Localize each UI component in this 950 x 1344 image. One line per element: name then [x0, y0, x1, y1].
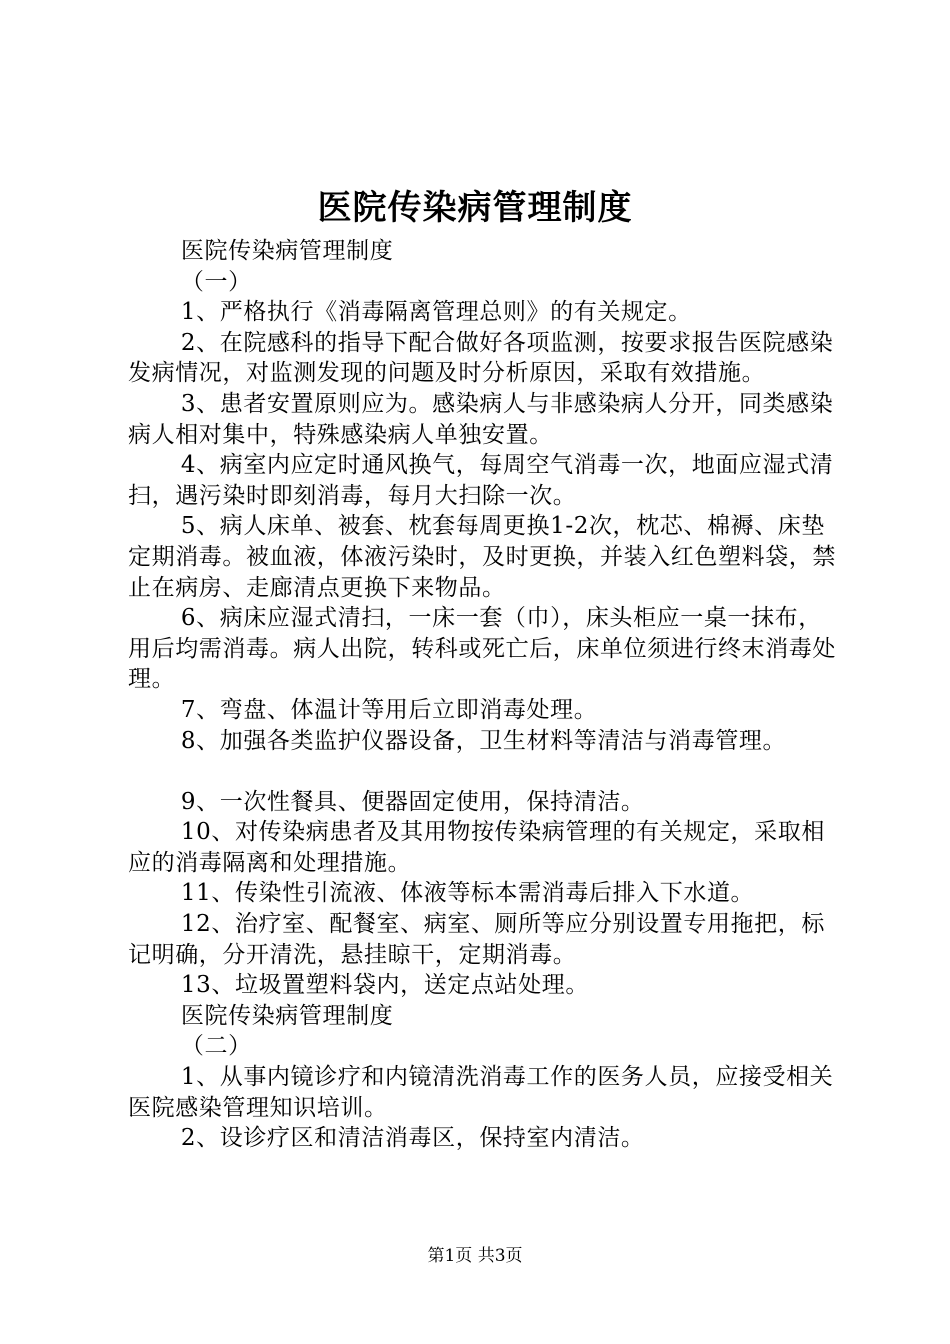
paragraph: 1、严格执行《消毒隔离管理总则》的有关规定。 — [180, 299, 692, 326]
paragraph: 4、病室内应定时通风换气，每周空气消毒一次，地面应湿式清扫，遇污染时即刻消毒，每月大扫除一次。 — [128, 452, 834, 509]
paragraph: 3、患者安置原则应为。感染病人与非感染病人分开，同类感染病人相对集中，特殊感染病人单独安置。 — [128, 390, 834, 448]
paragraph: 11、传染性引流液、体液等标本需消毒后排入下水道。 — [180, 880, 755, 907]
paragraph: 12、治疗室、配餐室、病室、厕所等应分别设置专用拖把，标记明确，分开清洗，悬挂晾干，定期消毒。 — [128, 911, 825, 968]
section-number: （二） — [180, 1033, 252, 1060]
paragraph: 13、垃圾置塑料袋内，送定点站处理。 — [180, 972, 589, 999]
paragraph: 8、加强各类监护仪器设备，卫生材料等清洁与消毒管理。 — [180, 727, 787, 754]
section-number: （一） — [180, 268, 252, 295]
section-heading: 医院传染病管理制度 — [180, 1002, 394, 1029]
paragraph: 6、病床应湿式清扫，一床一套（巾），床头柜应一桌一抹布，用后均需消毒。病人出院，转科或死亡后，床单位须进行终末消毒处理。 — [128, 605, 836, 693]
paragraph: 5、病人床单、被套、枕套每周更换1-2次，枕芯、棉褥、床垫定期消毒。被血液，体液污染时，及时更换，并装入红色塑料袋，禁止在病房、走廊清点更换下来物品。 — [128, 513, 836, 601]
paragraph: 7、弯盘、体温计等用后立即消毒处理。 — [180, 696, 598, 723]
paragraph: 9、一次性餐具、便器固定使用，保持清洁。 — [180, 788, 645, 815]
paragraph: 1、从事内镜诊疗和内镜清洗消毒工作的医务人员，应接受相关医院感染管理知识培训。 — [128, 1064, 834, 1121]
section-heading: 医院传染病管理制度 — [180, 238, 394, 264]
paragraph: 2、设诊疗区和清洁消毒区，保持室内清洁。 — [180, 1125, 645, 1152]
page-footer: 第1页 共3页 — [427, 1246, 523, 1266]
paragraph: 2、在院感科的指导下配合做好各项监测，按要求报告医院感染发病情况，对监测发现的问题及时分析原因，采取有效措施。 — [128, 329, 834, 387]
document-title: 医院传染病管理制度 — [317, 188, 633, 228]
paragraph: 10、对传染病患者及其用物按传染病管理的有关规定，采取相应的消毒隔离和处理措施。 — [128, 819, 825, 876]
document-body — [128, 236, 836, 1154]
